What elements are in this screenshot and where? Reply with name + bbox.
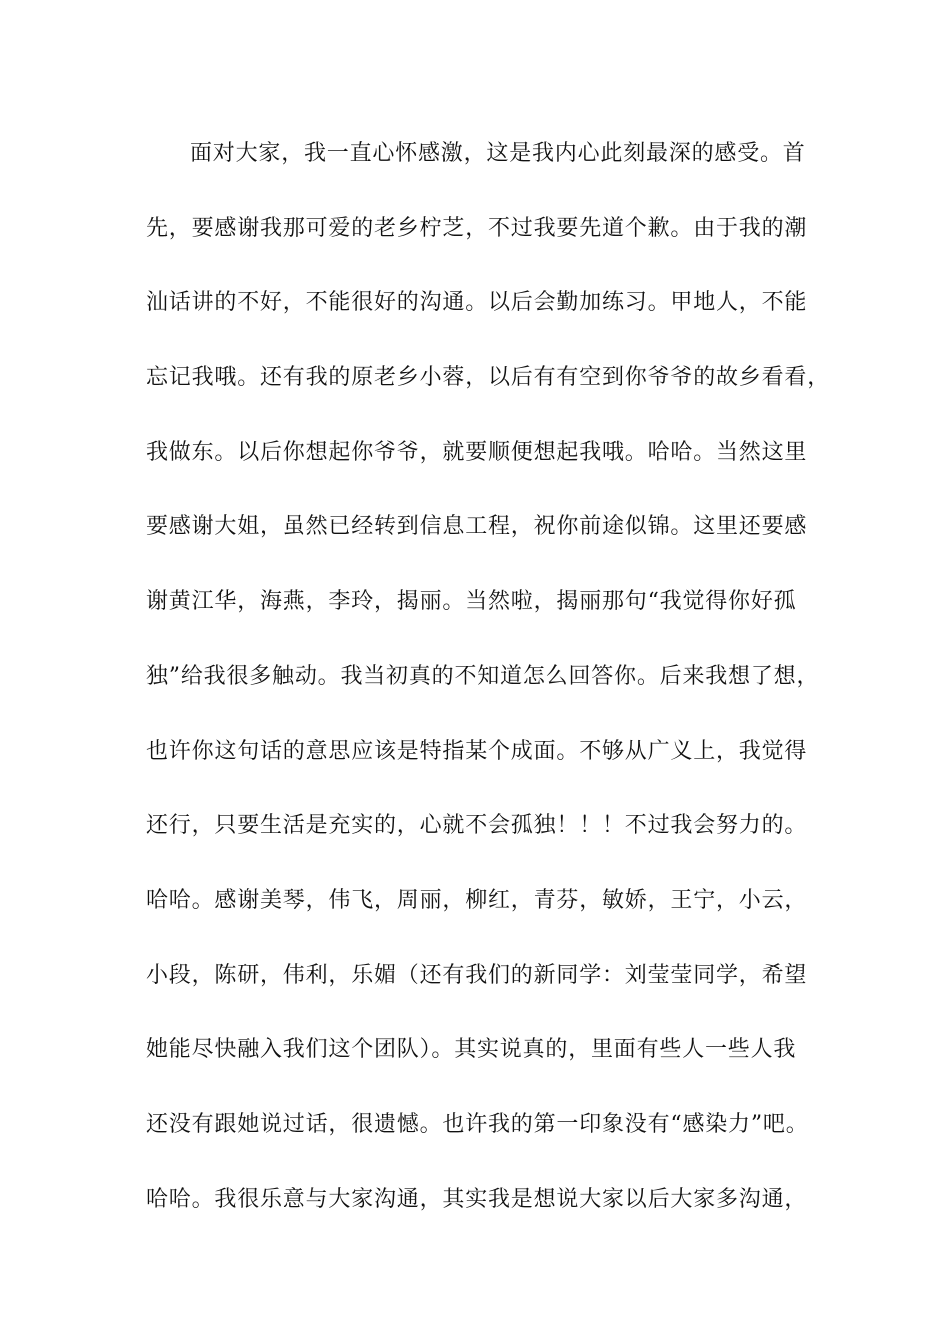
paragraph-line: 还没有跟她说过话，很遗憾。也许我的第一印象没有“感染力”吧。	[146, 1111, 809, 1137]
paragraph-line: 谢黄江华，海燕，李玲，揭丽。当然啦，揭丽那句“我觉得你好孤	[146, 589, 797, 615]
paragraph-line: 哈哈。我很乐意与大家沟通，其实我是想说大家以后大家多沟通，	[146, 1186, 808, 1212]
paragraph-line: 哈哈。感谢美琴，伟飞，周丽，柳红，青芬，敏娇，王宁，小云，	[146, 887, 808, 913]
paragraph-line: 小段，陈研，伟利，乐媚（还有我们的新同学：刘莹莹同学，希望	[146, 962, 808, 988]
paragraph-line: 汕话讲的不好，不能很好的沟通。以后会勤加练习。甲地人，不能	[146, 290, 808, 316]
paragraph-line: 先，要感谢我那可爱的老乡柠芝，不过我要先道个歉。由于我的潮	[146, 215, 808, 241]
body-paragraph	[146, 130, 831, 1250]
paragraph-line: 我做东。以后你想起你爷爷，就要顺便想起我哦。哈哈。当然这里	[146, 439, 808, 465]
paragraph-line: 她能尽快融入我们这个团队）。其实说真的，里面有些人一些人我	[146, 1037, 797, 1063]
paragraph-line: 忘记我哦。还有我的原老乡小蓉，以后有有空到你爷爷的故乡看看，	[146, 365, 831, 391]
paragraph-line: 独”给我很多触动。我当初真的不知道怎么回答你。后来我想了想，	[146, 663, 820, 689]
paragraph-line: 要感谢大姐，虽然已经转到信息工程，祝你前途似锦。这里还要感	[146, 514, 808, 540]
paragraph-line: 还行，只要生活是充实的，心就不会孤独！！！不过我会努力的。	[146, 813, 808, 839]
paragraph-line: 也许你这句话的意思应该是特指某个成面。不够从广义上，我觉得	[146, 738, 808, 764]
paragraph-line: 面对大家，我一直心怀感激，这是我内心此刻最深的感受。首	[190, 141, 806, 166]
